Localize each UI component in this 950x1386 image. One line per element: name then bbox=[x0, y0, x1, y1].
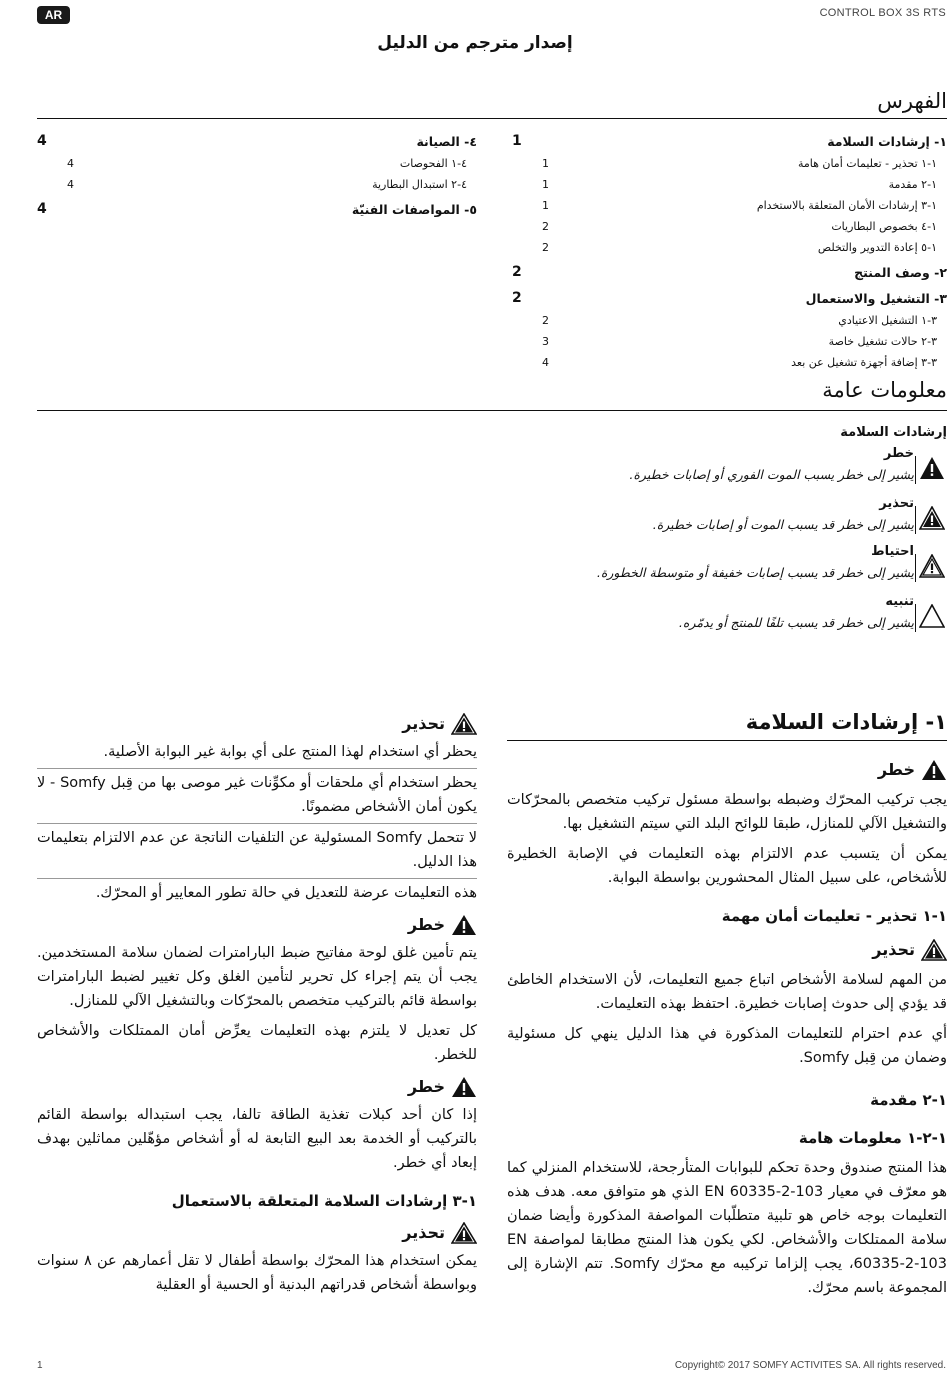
legend-title: احتياط bbox=[871, 544, 914, 559]
toc-entry[interactable] bbox=[37, 197, 477, 221]
toc-entry-page: 2 bbox=[542, 314, 549, 327]
toc-entry[interactable] bbox=[512, 174, 947, 195]
left-column-body bbox=[37, 712, 477, 1297]
paragraph: يحظر استخدام أي ملحقات أو مكوِّنات غير موصى بها من قِبل Somfy - لا يكون أمان الأشخاص مضمونًا. bbox=[37, 775, 477, 815]
legend-item bbox=[514, 496, 914, 532]
toc-left-column bbox=[37, 129, 477, 221]
paragraph: يجب تركيب المحرّك وضبطه بواسطة مسئول تركيب متخصص بالمحرّكات والتشغيل الآلي للمنازل، طبقا للوائح البلد التي سيتم التشغيل بها. bbox=[507, 792, 947, 832]
warning-icon bbox=[921, 939, 947, 961]
legend-item bbox=[514, 446, 914, 482]
toc-entry-label: ٢- وصف المنتج bbox=[854, 264, 947, 280]
legend-text: يشير إلى خطر قد يسبب تلفًا للمنتج أو يدمّره. bbox=[678, 615, 914, 630]
toc-entry-page: 4 bbox=[542, 356, 549, 369]
danger-heading: خطر bbox=[507, 758, 947, 782]
toc-entry-label: ٣-١ التشغيل الاعتيادي bbox=[838, 314, 937, 327]
toc-entry[interactable] bbox=[512, 331, 947, 352]
paragraph: هذه التعليمات عرضة للتعديل في حالة تطور المعايير أو المحرّك. bbox=[95, 885, 477, 901]
divider bbox=[37, 823, 477, 824]
toc-divider bbox=[37, 118, 947, 119]
warning-icon bbox=[915, 506, 947, 534]
subsection-1-2-title: ١-٢ مقدمة bbox=[870, 1091, 947, 1109]
toc-entry[interactable] bbox=[37, 129, 477, 153]
warning-icon bbox=[451, 713, 477, 735]
toc-entry-label: ١-٣ إرشادات الأمان المتعلقة بالاستخدام bbox=[756, 199, 937, 212]
general-info-title: معلومات عامة bbox=[822, 378, 947, 402]
warning-heading: تحذير bbox=[37, 1221, 477, 1245]
paragraph: هذا المنتج صندوق وحدة تحكم للبوابات المتأرجحة، للاستخدام المنزلي كما هو معرّف في معيار EN 60335-2-103 الذي هو متوافق معه. هدف هذه التعليمات بوجه خاص هو تلبية متطلّبات المواصفة المذكورة وأيضا ضمان سلامة الممتلكات والأشخاص. لكي يكون هذا المنتج مطابقا لمواصفة EN 60335-2-103، يجب إلزاما تركيبه مع محرّك Somfy. تتم الإشارة إلى المجموعة باسم محرّك. bbox=[507, 1160, 947, 1296]
toc-entry[interactable] bbox=[37, 153, 477, 174]
warning-filled-icon bbox=[451, 914, 477, 936]
product-name: CONTROL BOX 3S RTS bbox=[819, 7, 946, 19]
copyright: Copyright© 2017 SOMFY ACTIVITES SA. All rights reserved. bbox=[674, 1360, 946, 1371]
legend-text: يشير إلى خطر قد يسبب إصابات خفيفة أو متوسطة الخطورة. bbox=[596, 565, 914, 580]
toc-entry[interactable] bbox=[512, 352, 947, 373]
legend-title: تنبيه bbox=[885, 594, 914, 609]
section-1-title: ١- إرشادات السلامة bbox=[745, 710, 947, 734]
paragraph: لا تتحمل Somfy المسئولية عن التلفيات الناتجة عن عدم الالتزام بتعليمات هذا الدليل. bbox=[37, 830, 477, 870]
toc-entry-label: ٥- المواصفات الفنيّة bbox=[351, 201, 477, 217]
toc-title: الفهرس bbox=[877, 89, 947, 113]
toc-entry-page: 2 bbox=[512, 264, 522, 280]
warning-icon bbox=[451, 1222, 477, 1244]
legend-title: تحذير bbox=[879, 496, 914, 511]
legend-text: يشير إلى خطر قد يسبب الموت أو إصابات خطيرة. bbox=[652, 517, 914, 532]
toc-entry-label: ١-٥ إعادة التدوير والتخلص bbox=[817, 241, 937, 254]
toc-entry[interactable] bbox=[512, 237, 947, 258]
warning-filled-icon bbox=[921, 759, 947, 781]
legend-item bbox=[514, 544, 914, 580]
toc-entry-label: ٤-١ الفحوصات bbox=[399, 157, 467, 170]
danger-heading: خطر bbox=[37, 913, 477, 937]
toc-entry-page: 1 bbox=[512, 133, 522, 149]
warning-heading: تحذير bbox=[507, 938, 947, 962]
caution-icon bbox=[915, 554, 947, 582]
toc-entry[interactable] bbox=[512, 310, 947, 331]
toc-entry-label: ٣- التشغيل والاستعمال bbox=[805, 290, 947, 306]
paragraph: يمكن أن يتسبب عدم الالتزام بهذه التعليمات في الإصابة الخطيرة للأشخاص، على سبيل المثال المحشورين بواسطة البوابة. bbox=[507, 846, 947, 886]
page-number: 1 bbox=[37, 1360, 43, 1371]
general-info-divider bbox=[37, 410, 947, 411]
toc-entry-label: ١-١ تحذير - تعليمات أمان هامة bbox=[797, 157, 937, 170]
toc-entry-page: 2 bbox=[542, 220, 549, 233]
toc-entry-label: ١-٤ بخصوص البطاريات bbox=[831, 220, 937, 233]
legend-item bbox=[514, 594, 914, 630]
toc-entry-page: 2 bbox=[512, 290, 522, 306]
section-1-divider bbox=[507, 740, 947, 741]
toc-entry-page: 1 bbox=[542, 178, 549, 191]
toc-entry-page: 3 bbox=[542, 335, 549, 348]
toc-entry-page: 2 bbox=[542, 241, 549, 254]
paragraph: يمكن استخدام هذا المحرّك بواسطة أطفال لا تقل أعمارهم عن ٨ سنوات وبواسطة أشخاص قدراتهم البدنية أو الحسية أو العقلية bbox=[37, 1253, 477, 1293]
toc-entry[interactable] bbox=[512, 153, 947, 174]
right-column-body bbox=[507, 758, 947, 1300]
toc-entry-page: 1 bbox=[542, 199, 549, 212]
warning-filled-icon bbox=[451, 1076, 477, 1098]
divider bbox=[37, 878, 477, 879]
toc-entry-label: ٣-٣ إضافة أجهزة تشغيل عن بعد bbox=[791, 356, 937, 369]
danger-heading: خطر bbox=[37, 1075, 477, 1099]
page-subtitle: إصدار مترجم من الدليل bbox=[377, 33, 573, 53]
toc-entry-label: ١-٢ مقدمة bbox=[888, 178, 937, 191]
paragraph: يحظر أي استخدام لهذا المنتج على أي بوابة غير البوابة الأصلية. bbox=[103, 744, 477, 760]
subsection-1-3-title: ١-٣ إرشادات السلامة المتعلقة بالاستعمال bbox=[171, 1192, 477, 1210]
paragraph: من المهم لسلامة الأشخاص اتباع جميع التعليمات، لأن الاستخدام الخاطئ قد يؤدي إلى حدوث إصابات خطيرة. احتفظ بهذه التعليمات. bbox=[507, 972, 947, 1012]
subsection-1-2-1-title: ١-٢-١ معلومات هامة bbox=[798, 1129, 947, 1147]
warning-heading: تحذير bbox=[37, 712, 477, 736]
subsection-1-1-title: ١-١ تحذير - تعليمات أمان مهمة bbox=[721, 907, 947, 925]
divider bbox=[37, 768, 477, 769]
toc-entry[interactable] bbox=[37, 174, 477, 195]
language-badge: AR bbox=[37, 6, 70, 24]
toc-entry-page: 4 bbox=[37, 133, 47, 149]
paragraph: يتم تأمين غلق لوحة مفاتيح ضبط البارامترات لضمان سلامة المستخدمين. يجب أن يتم إجراء كل تحرير لتأمين الغلق وكل تغيير لضبط البارامترات بواسطة قائم بالتركيب متخصص بالمحرّكات وبالتشغيل الآلي للمنازل. bbox=[37, 945, 477, 1009]
toc-entry-label: ٣-٢ حالات تشغيل خاصة bbox=[828, 335, 937, 348]
toc-entry[interactable] bbox=[512, 195, 947, 216]
toc-entry-page: 4 bbox=[67, 178, 74, 191]
legend-title: خطر bbox=[883, 446, 914, 461]
notice-outline-icon bbox=[915, 604, 947, 632]
toc-entry[interactable] bbox=[512, 129, 947, 153]
toc-right-column bbox=[512, 129, 947, 373]
toc-entry[interactable] bbox=[512, 260, 947, 284]
paragraph: إذا كان أحد كبلات تغذية الطاقة تالفا، يجب استبداله بواسطة القائم بالتركيب أو الخدمة بعد البيع التابعة له أو أشخاص مؤهّلين مماثلين بهدف إبعاد أي خطر. bbox=[37, 1107, 477, 1171]
warning-filled-icon bbox=[915, 456, 947, 484]
toc-entry-label: ٤- الصيانة bbox=[416, 133, 477, 149]
safety-label: إرشادات السلامة bbox=[840, 425, 947, 440]
toc-entry-page: 1 bbox=[542, 157, 549, 170]
toc-entry-label: ٤-٢ استبدال البطارية bbox=[372, 178, 467, 191]
toc-entry[interactable] bbox=[512, 216, 947, 237]
toc-entry[interactable] bbox=[512, 286, 947, 310]
legend-text: يشير إلى خطر يسبب الموت الفوري أو إصابات خطيرة. bbox=[629, 467, 914, 482]
paragraph: أي عدم احترام للتعليمات المذكورة في هذا الدليل ينهي كل مسئولية وضمان من قِبل Somfy. bbox=[507, 1026, 947, 1066]
toc-entry-page: 4 bbox=[67, 157, 74, 170]
paragraph: كل تعديل لا يلتزم بهذه التعليمات يعرِّض أمان الممتلكات والأشخاص للخطر. bbox=[37, 1023, 477, 1063]
toc-entry-label: ١- إرشادات السلامة bbox=[827, 133, 947, 149]
toc-entry-page: 4 bbox=[37, 201, 47, 217]
